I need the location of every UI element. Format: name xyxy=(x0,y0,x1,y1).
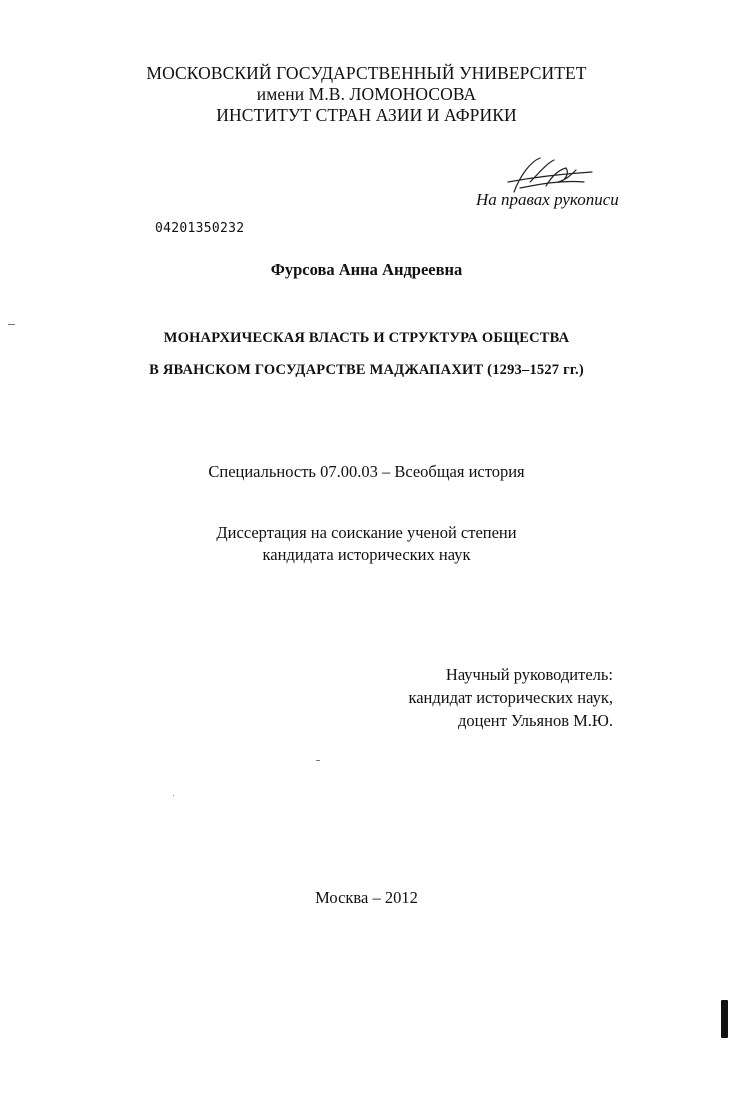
degree-line-1: Диссертация на соискание ученой степени xyxy=(216,523,517,542)
archive-number: 04201350232 xyxy=(155,221,245,236)
supervisor-label: Научный руководитель: xyxy=(445,665,613,684)
supervisor-name: доцент Ульянов М.Ю. xyxy=(457,711,613,730)
university-name: МОСКОВСКИЙ ГОСУДАРСТВЕННЫЙ УНИВЕРСИТЕТ xyxy=(146,63,587,83)
scan-speck xyxy=(8,324,15,325)
specialty: Специальность 07.00.03 – Всеобщая история xyxy=(208,462,525,481)
supervisor-degree: кандидат исторических наук, xyxy=(408,688,613,707)
author-name: Фурсова Анна Андреевна xyxy=(270,260,463,279)
university-honorific: имени М.В. ЛОМОНОСОВА xyxy=(256,84,477,104)
dissertation-title-line-2: В ЯВАНСКОМ ГОСУДАРСТВЕ МАДЖАПАХИТ (1293–1527 гг.) xyxy=(149,362,584,378)
place-and-year: Москва – 2012 xyxy=(315,888,418,907)
scan-speck xyxy=(316,760,320,761)
dissertation-title-line-1: МОНАРХИЧЕСКАЯ ВЛАСТЬ И СТРУКТУРА ОБЩЕСТВА xyxy=(163,330,570,346)
manuscript-status: На правах рукописи xyxy=(476,190,619,209)
degree-line-2: кандидата исторических наук xyxy=(262,545,471,564)
institute-name: ИНСТИТУТ СТРАН АЗИИ И АФРИКИ xyxy=(216,105,517,125)
supervisor-block xyxy=(408,663,613,732)
scan-edge-mark xyxy=(721,1000,728,1038)
scan-speck xyxy=(173,795,174,796)
institution-header xyxy=(0,63,733,126)
